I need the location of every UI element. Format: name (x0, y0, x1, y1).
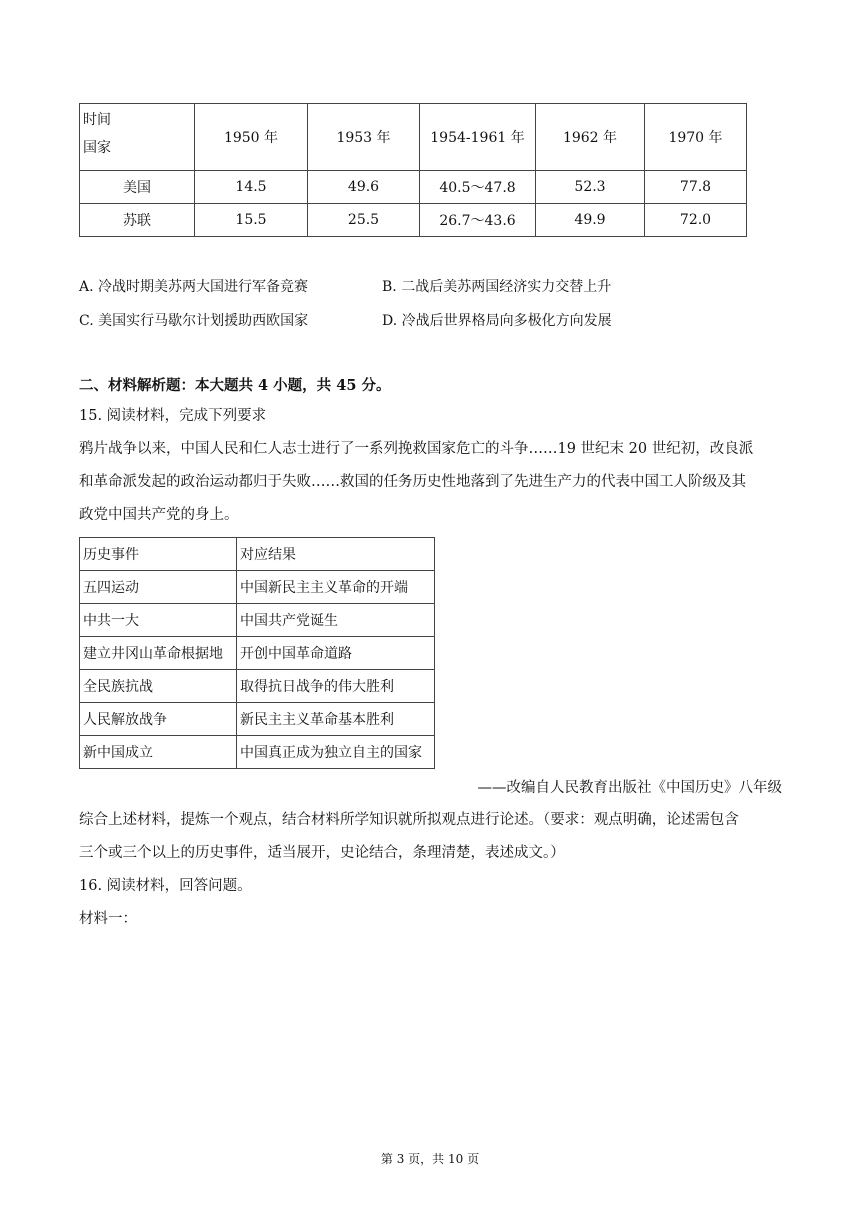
result-cell: 新民主主义革命基本胜利 (237, 703, 435, 736)
table-row (80, 204, 747, 237)
event-cell: 人民解放战争 (80, 703, 237, 736)
result-cell: 中国共产党诞生 (237, 604, 435, 637)
page-footer: 第 3 页，共 10 页 (380, 1152, 480, 1166)
table-row (80, 670, 435, 703)
option-d: D. 冷战后世界格局向多极化方向发展 (382, 313, 612, 329)
event-cell: 中共一大 (80, 604, 237, 637)
value-cell: 25.5 (308, 204, 420, 237)
table-row (80, 703, 435, 736)
option-c: C. 美国实行马歇尔计划援助西欧国家 (79, 313, 309, 329)
result-cell: 取得抗日战争的伟大胜利 (237, 670, 435, 703)
result-cell: 中国真正成为独立自主的国家 (237, 736, 435, 769)
event-cell: 新中国成立 (80, 736, 237, 769)
year-header: 1954-1961 年 (420, 104, 536, 171)
value-cell: 72.0 (645, 204, 747, 237)
table-row (80, 604, 435, 637)
source-citation: ——改编自人民教育出版社《中国历史》八年级 (477, 780, 782, 796)
value-cell: 77.8 (645, 171, 747, 204)
section-heading: 二、材料解析题：本大题共 4 小题，共 45 分。 (79, 377, 391, 394)
table-row (80, 736, 435, 769)
q16-title: 16. 阅读材料，回答问题。 (79, 878, 252, 894)
table-header-row (80, 104, 747, 171)
option-b: B. 二战后美苏两国经济实力交替上升 (382, 279, 612, 295)
event-cell: 建立井冈山革命根据地 (80, 637, 237, 670)
option-a: A. 冷战时期美苏两大国进行军备竞赛 (79, 279, 309, 295)
q15-material-line: 鸦片战争以来，中国人民和仁人志士进行了一系列挽救国家危亡的斗争……19 世纪末 20 世纪初，改良派 (79, 441, 754, 457)
history-events-table (79, 537, 435, 769)
table-row (80, 637, 435, 670)
value-cell: 14.5 (195, 171, 308, 204)
value-cell: 49.9 (536, 204, 645, 237)
q15-title: 15. 阅读材料，完成下列要求 (79, 408, 267, 424)
table-row (80, 171, 747, 204)
value-cell: 15.5 (195, 204, 308, 237)
q15-requirement-line: 三个或三个以上的历史事件，适当展开，史论结合，条理清楚，表述成文。） (79, 845, 565, 861)
table-header-row (80, 538, 435, 571)
event-cell: 五四运动 (80, 571, 237, 604)
value-cell: 52.3 (536, 171, 645, 204)
event-cell: 全民族抗战 (80, 670, 237, 703)
country-cell: 苏联 (80, 204, 195, 237)
military-spending-table (79, 103, 747, 237)
q15-requirement-line: 综合上述材料，提炼一个观点，结合材料所学知识就所拟观点进行论述。（要求：观点明确，论述需包含 (79, 812, 739, 828)
value-cell: 49.6 (308, 171, 420, 204)
country-cell: 美国 (80, 171, 195, 204)
value-cell: 40.5～47.8 (420, 171, 536, 204)
year-header: 1970 年 (645, 104, 747, 171)
year-header: 1950 年 (195, 104, 308, 171)
result-cell: 开创中国革命道路 (237, 637, 435, 670)
q15-material-line: 和革命派发起的政治运动都归于失败……救国的任务历史性地落到了先进生产力的代表中国工人阶级及其 (79, 474, 746, 490)
year-header: 1962 年 (536, 104, 645, 171)
q16-material-label: 材料一： (79, 911, 137, 927)
result-cell: 中国新民主主义革命的开端 (237, 571, 435, 604)
corner-time-label: 时间 (83, 112, 111, 128)
q15-material-line: 政党中国共产党的身上。 (79, 507, 239, 523)
value-cell: 26.7～43.6 (420, 204, 536, 237)
header-cell: 对应结果 (237, 538, 435, 571)
year-header: 1953 年 (308, 104, 420, 171)
table-row (80, 571, 435, 604)
corner-cell (80, 104, 195, 171)
header-cell: 历史事件 (80, 538, 237, 571)
corner-country-label: 国家 (83, 140, 111, 156)
